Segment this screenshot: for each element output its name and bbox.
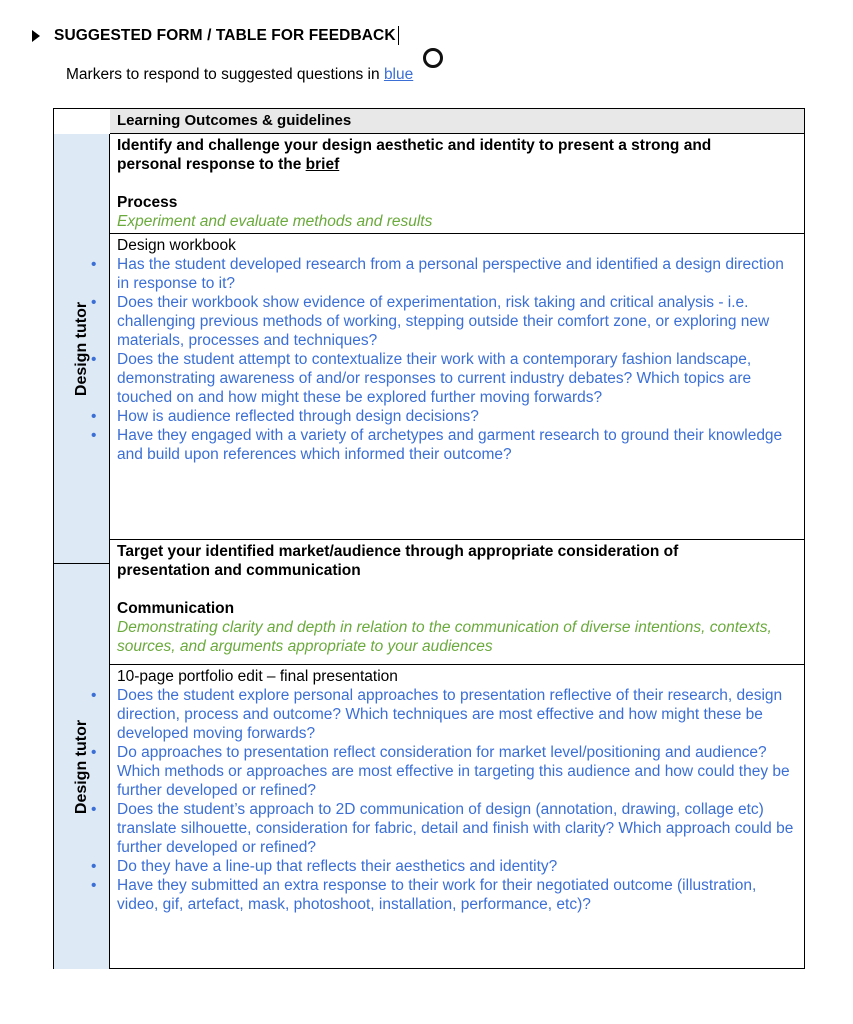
blue-link[interactable]: blue bbox=[383, 66, 414, 83]
heading-title: SUGGESTED FORM / TABLE FOR FEEDBACK bbox=[54, 26, 396, 44]
intro-text: Markers to respond to suggested questions in bbox=[66, 66, 384, 83]
outcome-text: Identify and challenge your design aesthetic and identity to present a strong and bbox=[117, 137, 712, 154]
list-item: • How is audience reflected through design decisions? bbox=[117, 407, 796, 426]
mouse-cursor-icon bbox=[423, 48, 443, 68]
questions-list bbox=[117, 255, 796, 464]
list-item: • Does their workbook show evidence of experimentation, risk taking and critical analysis - i.e. challenging previous methods of working, stepping outside their comfort zone, or exploring new materials, processes and techniques? bbox=[117, 293, 796, 350]
outcome-text: personal response to the brief bbox=[117, 156, 340, 173]
collapse-triangle-icon[interactable] bbox=[32, 30, 40, 42]
side-label-cell bbox=[54, 134, 110, 564]
outcome-text: presentation and communication bbox=[117, 562, 361, 579]
text-cursor bbox=[398, 26, 399, 45]
questions-list bbox=[117, 686, 796, 914]
list-item: • Does the student’s approach to 2D communication of design (annotation, drawing, collage etc) translate silhouette, consideration for fabric, detail and finish with clarity? Which approach could be further developed or refined? bbox=[117, 800, 796, 857]
list-item: • Have they engaged with a variety of archetypes and garment research to ground their knowledge and build upon references which informed their outcome? bbox=[117, 426, 796, 464]
side-label: Design tutor bbox=[72, 719, 90, 814]
evidence-title: 10-page portfolio edit – final presentation bbox=[117, 668, 398, 685]
side-label: Design tutor bbox=[72, 301, 90, 396]
brief-word: brief bbox=[305, 156, 340, 173]
criterion-desc: Experiment and evaluate methods and results bbox=[117, 213, 433, 230]
questions-cell[interactable] bbox=[110, 234, 804, 539]
questions-cell[interactable] bbox=[110, 665, 804, 969]
list-item: • Do they have a line-up that reflects their aesthetics and identity? bbox=[117, 857, 796, 876]
criterion-title: Process bbox=[117, 194, 178, 211]
list-item: • Does the student attempt to contextualize their work with a contemporary fashion landscape, demonstrating awareness of and/or responses to current industry debates? Which topics are touched on and how might these be explored further moving forwards? bbox=[117, 350, 796, 407]
criterion-title: Communication bbox=[117, 600, 235, 617]
side-label-cell bbox=[54, 564, 110, 969]
table-header: Learning Outcomes & guidelines bbox=[110, 109, 804, 134]
outcome-text: Target your identified market/audience through appropriate consideration of bbox=[117, 543, 679, 560]
list-item: • Has the student developed research from a personal perspective and identified a design direction in response to it? bbox=[117, 255, 796, 293]
evidence-title: Design workbook bbox=[117, 237, 236, 254]
list-item: • Does the student explore personal approaches to presentation reflective of their research, design direction, process and outcome? Which techniques are most effective and how might these be developed moving forwards? bbox=[117, 686, 796, 743]
document-heading bbox=[32, 26, 399, 45]
feedback-table bbox=[53, 108, 805, 969]
intro-line bbox=[66, 66, 413, 84]
outcome-cell[interactable] bbox=[110, 539, 804, 665]
list-item: • Do approaches to presentation reflect consideration for market level/positioning and audience? Which methods or approaches are most effective in targeting this audience and how could they be further developed or refined? bbox=[117, 743, 796, 800]
outcome-cell[interactable] bbox=[110, 134, 804, 234]
list-item: • Have they submitted an extra response to their work for their negotiated outcome (illustration, video, gif, artefact, mask, photoshoot, installation, performance, etc)? bbox=[117, 876, 796, 914]
criterion-desc: Demonstrating clarity and depth in relation to the communication of diverse intentions, contexts, sources, and arguments appropriate to your audiences bbox=[117, 619, 772, 655]
